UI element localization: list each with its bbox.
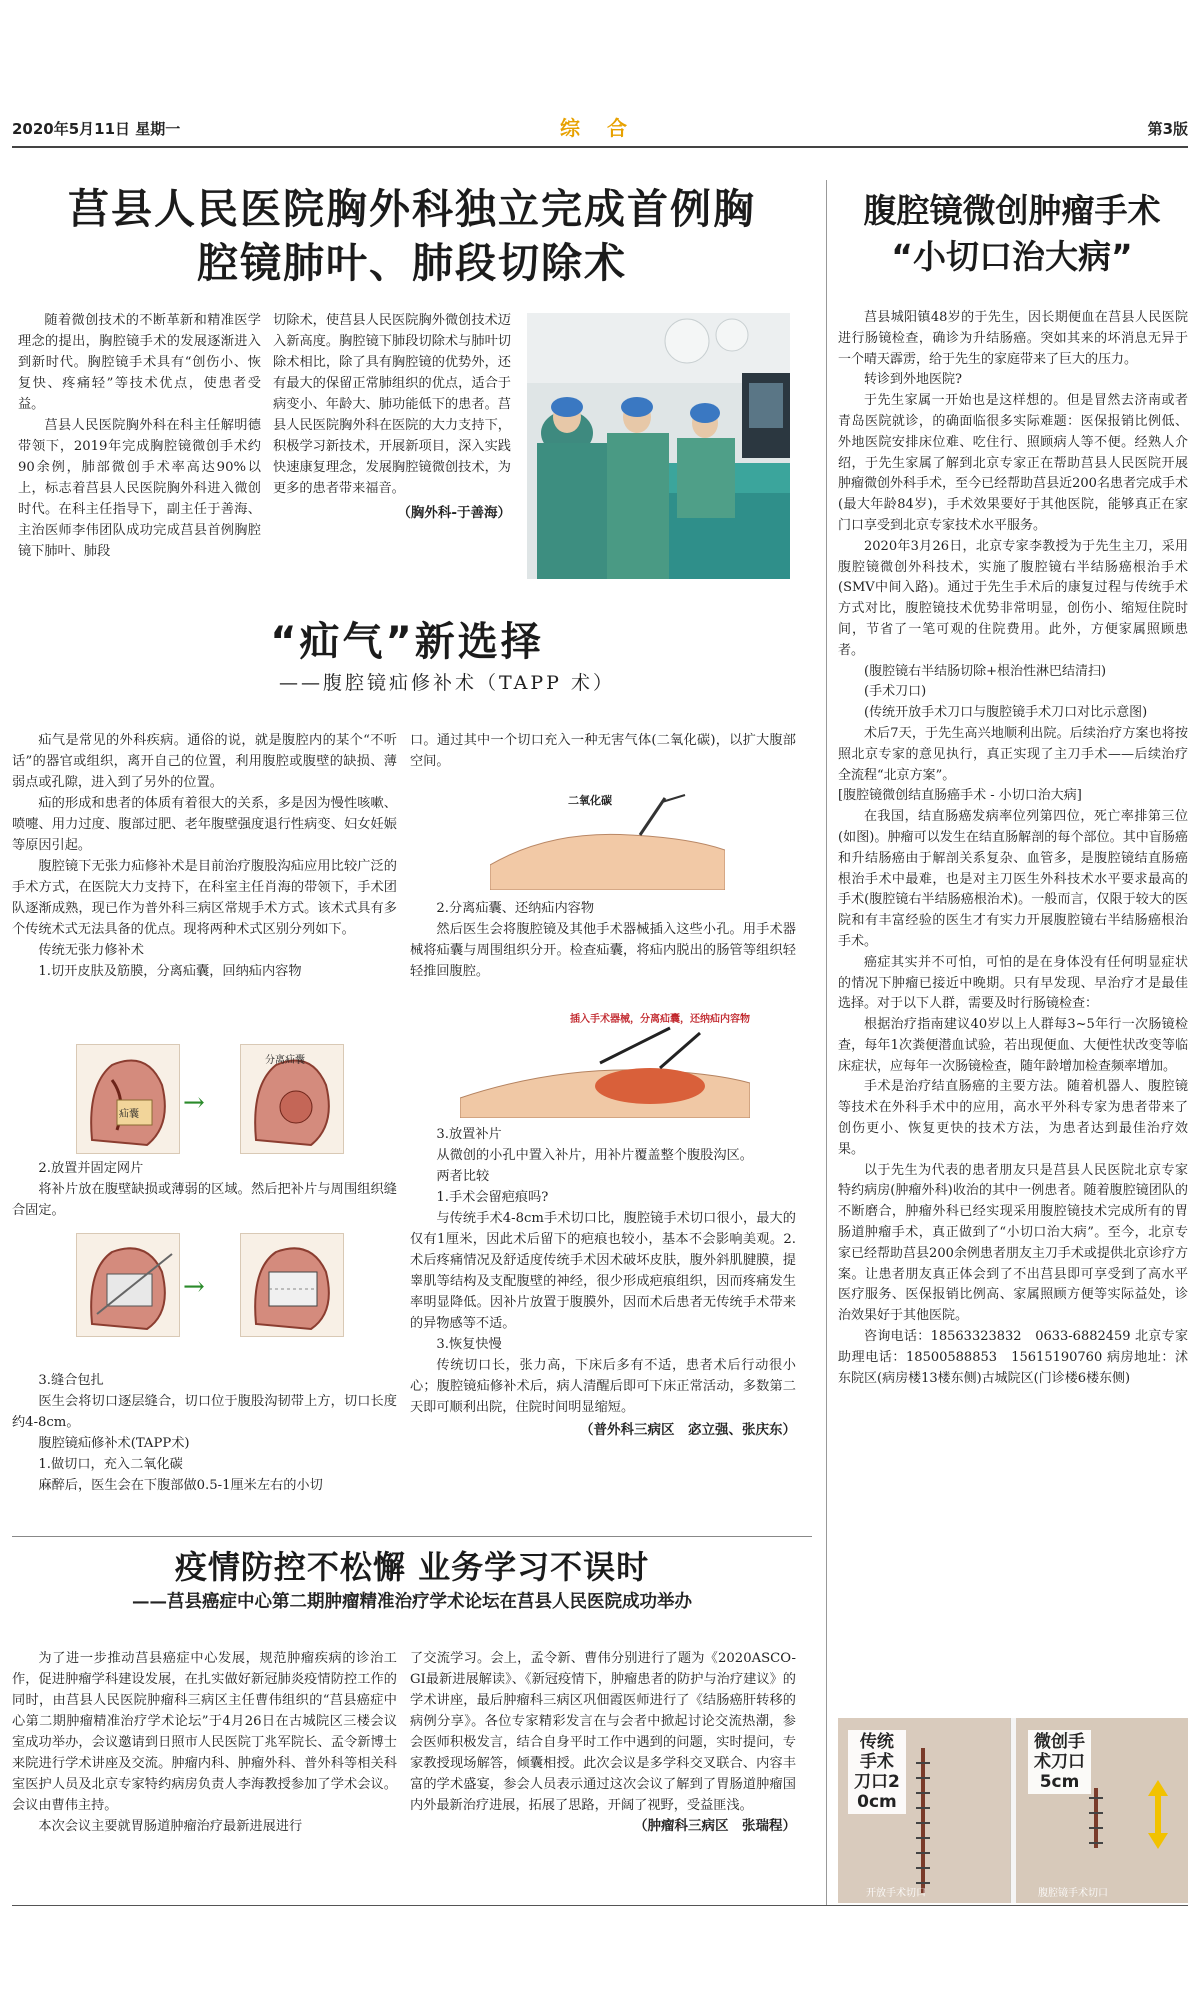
arrow-icon: → — [183, 1088, 205, 1118]
article2-paragraph: 疝的形成和患者的体质有着很大的关系，多是因为慢性咳嗽、喷嚏、用力过度、腹部过肥、老年腹壁强度退行性病变、妇女妊娠等原因引起。 — [12, 796, 397, 853]
article4-paragraph: 癌症其实并不可怕，可怕的是在身体没有任何明显症状的情况下肿瘤已接近中晚期。只有早发现、早治疗才是最佳选择。对于以下人群，需要及时行肠镜检查： — [838, 954, 1188, 1012]
article4-paragraph: (传统开放手术刀口与腹腔镜手术刀口对比示意图) — [864, 705, 1148, 721]
article4-title — [836, 188, 1188, 280]
article4-paragraph: 以于先生为代表的患者朋友只是莒县人民医院北京专家特约病房(肿瘤外科)收治的其中一例患者。随着腹腔镜团队的不断磨合，肿瘤外科已经实现采用腹腔镜技术完成所有的胃肠道肿瘤手术，真正做到了“小切口治大病”。至今，北京专家已经帮助莒县200余例患者朋友主刀手术或提供北京诊疗方案。让患者朋友真正体会到了不出莒县即可享受到了高水平医疗服务、医保报销比例高、家属照顾方便等实际益处，诊治效果好于其他医院。 — [838, 1162, 1188, 1324]
tapp3-text: 从微创的小孔中置入补片，用补片覆盖整个腹股沟区。 — [436, 1148, 753, 1163]
article3-col2 — [410, 1648, 796, 1837]
article4-paragraph: [腹腔镜微创结直肠癌手术 - 小切口治大病] — [838, 788, 1082, 804]
article1-paragraph: 莒县人民医院胸外科在科主任解明德带领下，2019年完成胸腔镜微创手术约90余例，肺部微创手术率高达90%以上，标志着莒县人民医院胸外科进入微创时代。在科主任指导下，副主任于善海、主治医师李伟团队成功完成莒县首例胸腔镜下肺叶、肺段 — [18, 418, 261, 559]
photo-caption-open: 开放手术切口 — [866, 1888, 926, 1899]
article3-col1 — [12, 1648, 397, 1837]
article4-paragraph: 根据治疗指南建议40岁以上人群每3~5年行一次肠镜检查，每年1次粪便潜血试验，若出现便血、大便性状改变等临床症状，应每年一次肠镜检查，随年龄增加检查频率增加。 — [838, 1017, 1188, 1074]
arrow-icon: → — [183, 1272, 205, 1302]
label-line: 0cm — [857, 1792, 897, 1812]
article4-contact: 咨询电话：18563323832 0633-6882459 北京专家助理电话：18500588853 15615190760 病房地址：沭东院区(病房楼13楼东侧)古城院区(门诊楼6楼东侧) — [838, 1329, 1188, 1386]
article4-paragraph: 手术是治疗结直肠癌的主要方法。随着机器人、腹腔镜等技术在外科手术中的应用，高水平外科专家为患者带来了创伤更小、恢复更快的技术方法，为患者达到最佳治疗效果。 — [838, 1079, 1188, 1157]
article1-paragraph: 切除术，使莒县人民医院胸外微创技术迈入新高度。胸腔镜下肺段切除术与肺叶切除术相比，除了具有胸腔镜的优势外，还有最大的保留正常肺组织的优点，适合于病变小、年龄大、肺功能低下的患者。莒县人民医院胸外科在医院的大力支持下，积极学习新技术，开展新项目，深入实践快速康复理念，发展胸腔镜微创技术，为更多的患者带来福音。 — [273, 313, 511, 496]
article2-paragraph: 腹腔镜下无张力疝修补术是目前治疗腹股沟疝应用比较广泛的手术方式，在医院大力支持下，在科室主任肖海的带领下，手术团队逐渐成熟，现已作为普外科三病区常规手术方式。该术式具有多个传统术式无法具备的优点。现将两种术式区别分列如下。 — [12, 859, 397, 937]
article4-paragraph: 2020年3月26日，北京专家李教授为于先生主刀，采用腹腔镜微创外科技术，实施了腹腔镜右半结肠癌根治手术(SMV中间入路)。通过于先生手术后的康复过程与传统手术方式对比，腹腔镜技术优势非常明显，创伤小、缩短住院时间，节省了一笔可观的住院费用。此外，方便家属照顾患者。 — [838, 538, 1188, 658]
label-line: 微创手 — [1034, 1732, 1085, 1752]
figure-instruments — [460, 1008, 750, 1118]
figure-label-co2: 二氧化碳 — [568, 794, 612, 807]
article2-subtitle: ——腹腔镜疝修补术（TAPP 术） — [279, 672, 615, 694]
figure-label-instruments: 插入手术器械，分离疝囊，还纳疝内容物 — [570, 1014, 750, 1025]
column-divider — [826, 180, 827, 1905]
article3-title: 疫情防控不松懈 业务学习不误时 — [174, 1548, 650, 1586]
article3-signature: （肿瘤科三病区 张瑞程） — [634, 1818, 796, 1834]
label-line: 手术 — [859, 1752, 894, 1772]
article3-paragraph: 了交流学习。会上，孟令新、曹伟分别进行了题为《2020ASCO-GI最新进展解读》、《新冠疫情下，肿瘤患者的防护与治疗建议》的学术讲座，最后肿瘤科三病区巩佃霞医师进行了《结肠癌肝转移的病例分享》。各位专家精彩发言在与会者中掀起讨论交流热潮，参会医师积极发言，结合自身平时工作中遇到的问题，实时提问，专家教授现场解答，倾囊相授。此次会议是多学科交叉联合、内容丰富的学术盛宴，参会人员表示通过这次会议了解到了胃肠道肿瘤国内外最新治疗进展，拓展了思路，开阔了视野，受益匪浅。 — [410, 1651, 796, 1813]
article4-paragraph: 转诊到外地医院? — [864, 372, 962, 388]
article4-paragraph: 于先生家属一开始也是这样想的。但是冒然去济南或者青岛医院就诊，的确面临很多实际难题：医保报销比例低、外地医院安排床位难、吃住行、照顾病人等不便。经熟人介绍，于先生家属了解到北京专家正在帮助莒县人民医院开展肿瘤微创外科手术，至今已经帮助莒县近200名患者完成手术(最大年龄84岁)，手术效果要好于其他医院，能够真正在家门口享受到北京专家技术水平服务。 — [838, 393, 1188, 533]
article3-paragraph: 为了进一步推动莒县癌症中心发展，规范肿瘤疾病的诊治工作，促进肿瘤学科建设发展，在扎实做好新冠肺炎疫情防控工作的同时，由莒县人民医院肿瘤科三病区主任曹伟组织的“莒县癌症中心第二期肿瘤精准治疗学术论坛”于4月26日在古城院区三楼会议室成功举办，会议邀请到日照市人民医院丁兆军院长、孟令新博士来院进行学术讲座及交流。肿瘤内科、肿瘤外科、普外科等相关科室医护人员及北京专家特约病房负责人李海教授参加了学术会议。会议由曹伟主持。 — [12, 1651, 397, 1813]
article4-title-line2: “小切口治大病” — [891, 237, 1133, 276]
tapp2-text: 然后医生会将腹腔镜及其他手术器械插入这些小孔。用手术器械将疝囊与周围组织分开。检查疝囊，将疝内脱出的肠管等组织轻轻推回腹腔。 — [410, 922, 796, 979]
article1-title-line2: 腔镜肺叶、肺段切除术 — [197, 239, 627, 287]
column-name: 综 合 — [560, 116, 637, 140]
figure-co2 — [490, 790, 725, 890]
minimally-invasive-label — [1028, 1730, 1091, 1794]
article3-subtitle: ——莒县癌症中心第二期肿瘤精准治疗学术论坛在莒县人民医院成功举办 — [132, 1592, 692, 1612]
issue-date: 2020年5月11日 星期一 — [12, 120, 181, 138]
photo-caption-laparoscopic: 腹腔镜手术切口 — [1038, 1888, 1108, 1899]
article2-signature: （普外科三病区 宓立强、张庆东） — [580, 1422, 796, 1438]
article4-paragraph: (手术刀口) — [864, 684, 927, 700]
tapp-heading: 腹腔镜疝修补术(TAPP术) — [38, 1436, 190, 1451]
article4-body — [838, 308, 1188, 1389]
step2-text: 将补片放在腹壁缺损或薄弱的区域。然后把补片与周围组织缝合固定。 — [12, 1182, 397, 1218]
article2-col2-text: 口。通过其中一个切口充入一种无害气体(二氧化碳)，以扩大腹部空间。 — [410, 733, 796, 769]
incision-comparison-photo — [838, 1718, 1188, 1903]
step3-text: 医生会将切口逐层缝合，切口位于腹股沟韧带上方，切口长度约4-8cm。 — [12, 1394, 397, 1430]
article1-signature: （胸外科-于善海） — [397, 505, 511, 521]
compare3-heading: 3.恢复快慢 — [436, 1337, 502, 1352]
article2-title: “疝气”新选择 — [270, 619, 544, 665]
article1-title-line1: 莒县人民医院胸外科独立完成首例胸 — [68, 185, 756, 233]
trad-heading: 传统无张力修补术 — [38, 943, 144, 958]
trad-step1: 1.切开皮肤及筋膜，分离疝囊，回纳疝内容物 — [38, 964, 302, 979]
article3-header — [12, 1546, 812, 1613]
figure-mesh-place — [76, 1233, 180, 1337]
label-line: 术刀口 — [1034, 1752, 1085, 1772]
section-divider — [12, 1536, 812, 1537]
tapp2-heading: 2.分离疝囊、还纳疝内容物 — [436, 901, 595, 916]
tapp3-heading: 3.放置补片 — [436, 1127, 502, 1142]
page-number: 第3版 — [1147, 120, 1188, 138]
label-line: 刀口2 — [854, 1772, 900, 1792]
label-line: 传统 — [859, 1732, 894, 1752]
article2-col1 — [12, 730, 397, 982]
tapp1-text: 麻醉后，医生会在下腹部做0.5-1厘米左右的小切 — [38, 1478, 323, 1493]
article2-paragraph: 疝气是常见的外科疾病。通俗的说，就是腹腔内的某个“不听话”的器官或组织，离开自己的位置，利用腹腔或腹壁的缺损、薄弱点或孔隙，进入到了另外的位置。 — [12, 733, 397, 790]
article1-col1 — [18, 310, 261, 562]
article1-paragraph: 随着微创技术的不断革新和精准医学理念的提出，胸腔镜手术的发展逐渐进入到新时代。胸腔镜手术具有“创伤小、恢复快、疼痛轻”等技术优点，使患者受益。 — [18, 313, 261, 412]
article4-title-line1: 腹腔镜微创肿瘤手术 — [863, 191, 1161, 230]
compare1-heading: 1.手术会留疤痕吗? — [436, 1190, 549, 1205]
article4-paragraph: 在我国，结直肠癌发病率位列第四位，死亡率排第三位(如图)。肿瘤可以发生在结直肠解剖的每个部位。其中盲肠癌和升结肠癌由于解剖关系复杂、血管多，是腹腔镜结直肠癌根治手术中最难，也是对主刀医生外科技术水平要求最高的手术(腹腔镜右半结肠癌根治术)。一般而言，仅限于较大的医院和有丰富经验的医生才有实力开展腹腔镜右半结肠癌根治手术。 — [838, 809, 1188, 949]
step3-heading: 3.缝合包扎 — [38, 1373, 104, 1388]
figure-hernia-sac — [76, 1044, 180, 1154]
article1-col2 — [273, 310, 511, 524]
article2-col2-tapp2 — [410, 898, 796, 982]
label-line: 5cm — [1039, 1772, 1080, 1792]
article4-paragraph: (腹腔镜右半结肠切除+根治性淋巴结清扫) — [864, 663, 1107, 679]
figure-mesh-fixed — [240, 1233, 344, 1337]
article2-col1-mid — [12, 1158, 397, 1221]
masthead — [12, 112, 1188, 148]
article4-paragraph: 术后7天，于先生高兴地顺利出院。后续治疗方案也将按照北京专家的意见执行，真正实现了主刀手术——后续治疗全流程“北京方案”。 — [838, 725, 1188, 783]
article2-col2-top — [410, 730, 796, 772]
tapp1-heading: 1.做切口，充入二氧化碳 — [38, 1457, 183, 1472]
article2-col2-bottom — [410, 1124, 796, 1441]
figure-label-hernia: 疝囊 — [119, 1109, 139, 1120]
step2-heading: 2.放置并固定网片 — [38, 1161, 144, 1176]
figure-label-sac: 分离疝囊 — [265, 1055, 305, 1066]
compare-heading: 两者比较 — [436, 1169, 490, 1184]
article1-title — [12, 182, 812, 290]
surgery-photo — [527, 313, 790, 579]
compare3-text: 传统切口长，张力高，下床后多有不适，患者术后行动很小心；腹腔镜疝修补术后，病人清醒后即可下床正常活动，多数第二天即可顺利出院，住院时间明显缩短。 — [410, 1358, 796, 1415]
compare1-text: 与传统手术4-8cm手术切口比，腹腔镜手术切口很小，最大的仅有1厘米，因此术后留下的疤痕也较小，基本不会影响美观。2.术后疼痛情况及舒适度传统手术因术破坏皮肤，腹外斜肌腱膜，提睾肌等结构及支配腹壁的神经，很少形成疤痕组织，因而疼痛发生率明显降低。因补片放置于腹膜外，因而术后患者无传统手术带来的异物感等不适。 — [410, 1211, 796, 1331]
figure-separate-sac — [240, 1044, 344, 1154]
article2-col1-bottom — [12, 1370, 397, 1496]
article2-header — [12, 618, 802, 695]
article3-paragraph: 本次会议主要就胃肠道肿瘤治疗最新进展进行 — [38, 1819, 303, 1834]
traditional-incision-label — [848, 1730, 906, 1814]
page-bottom-rule — [12, 1905, 1188, 1906]
article4-paragraph: 莒县城阳镇48岁的于先生，因长期便血在莒县人民医院进行肠镜检查，确诊为升结肠癌。突如其来的坏消息无异于一个晴天霹雳，给于先生的家庭带来了巨大的压力。 — [838, 310, 1188, 367]
